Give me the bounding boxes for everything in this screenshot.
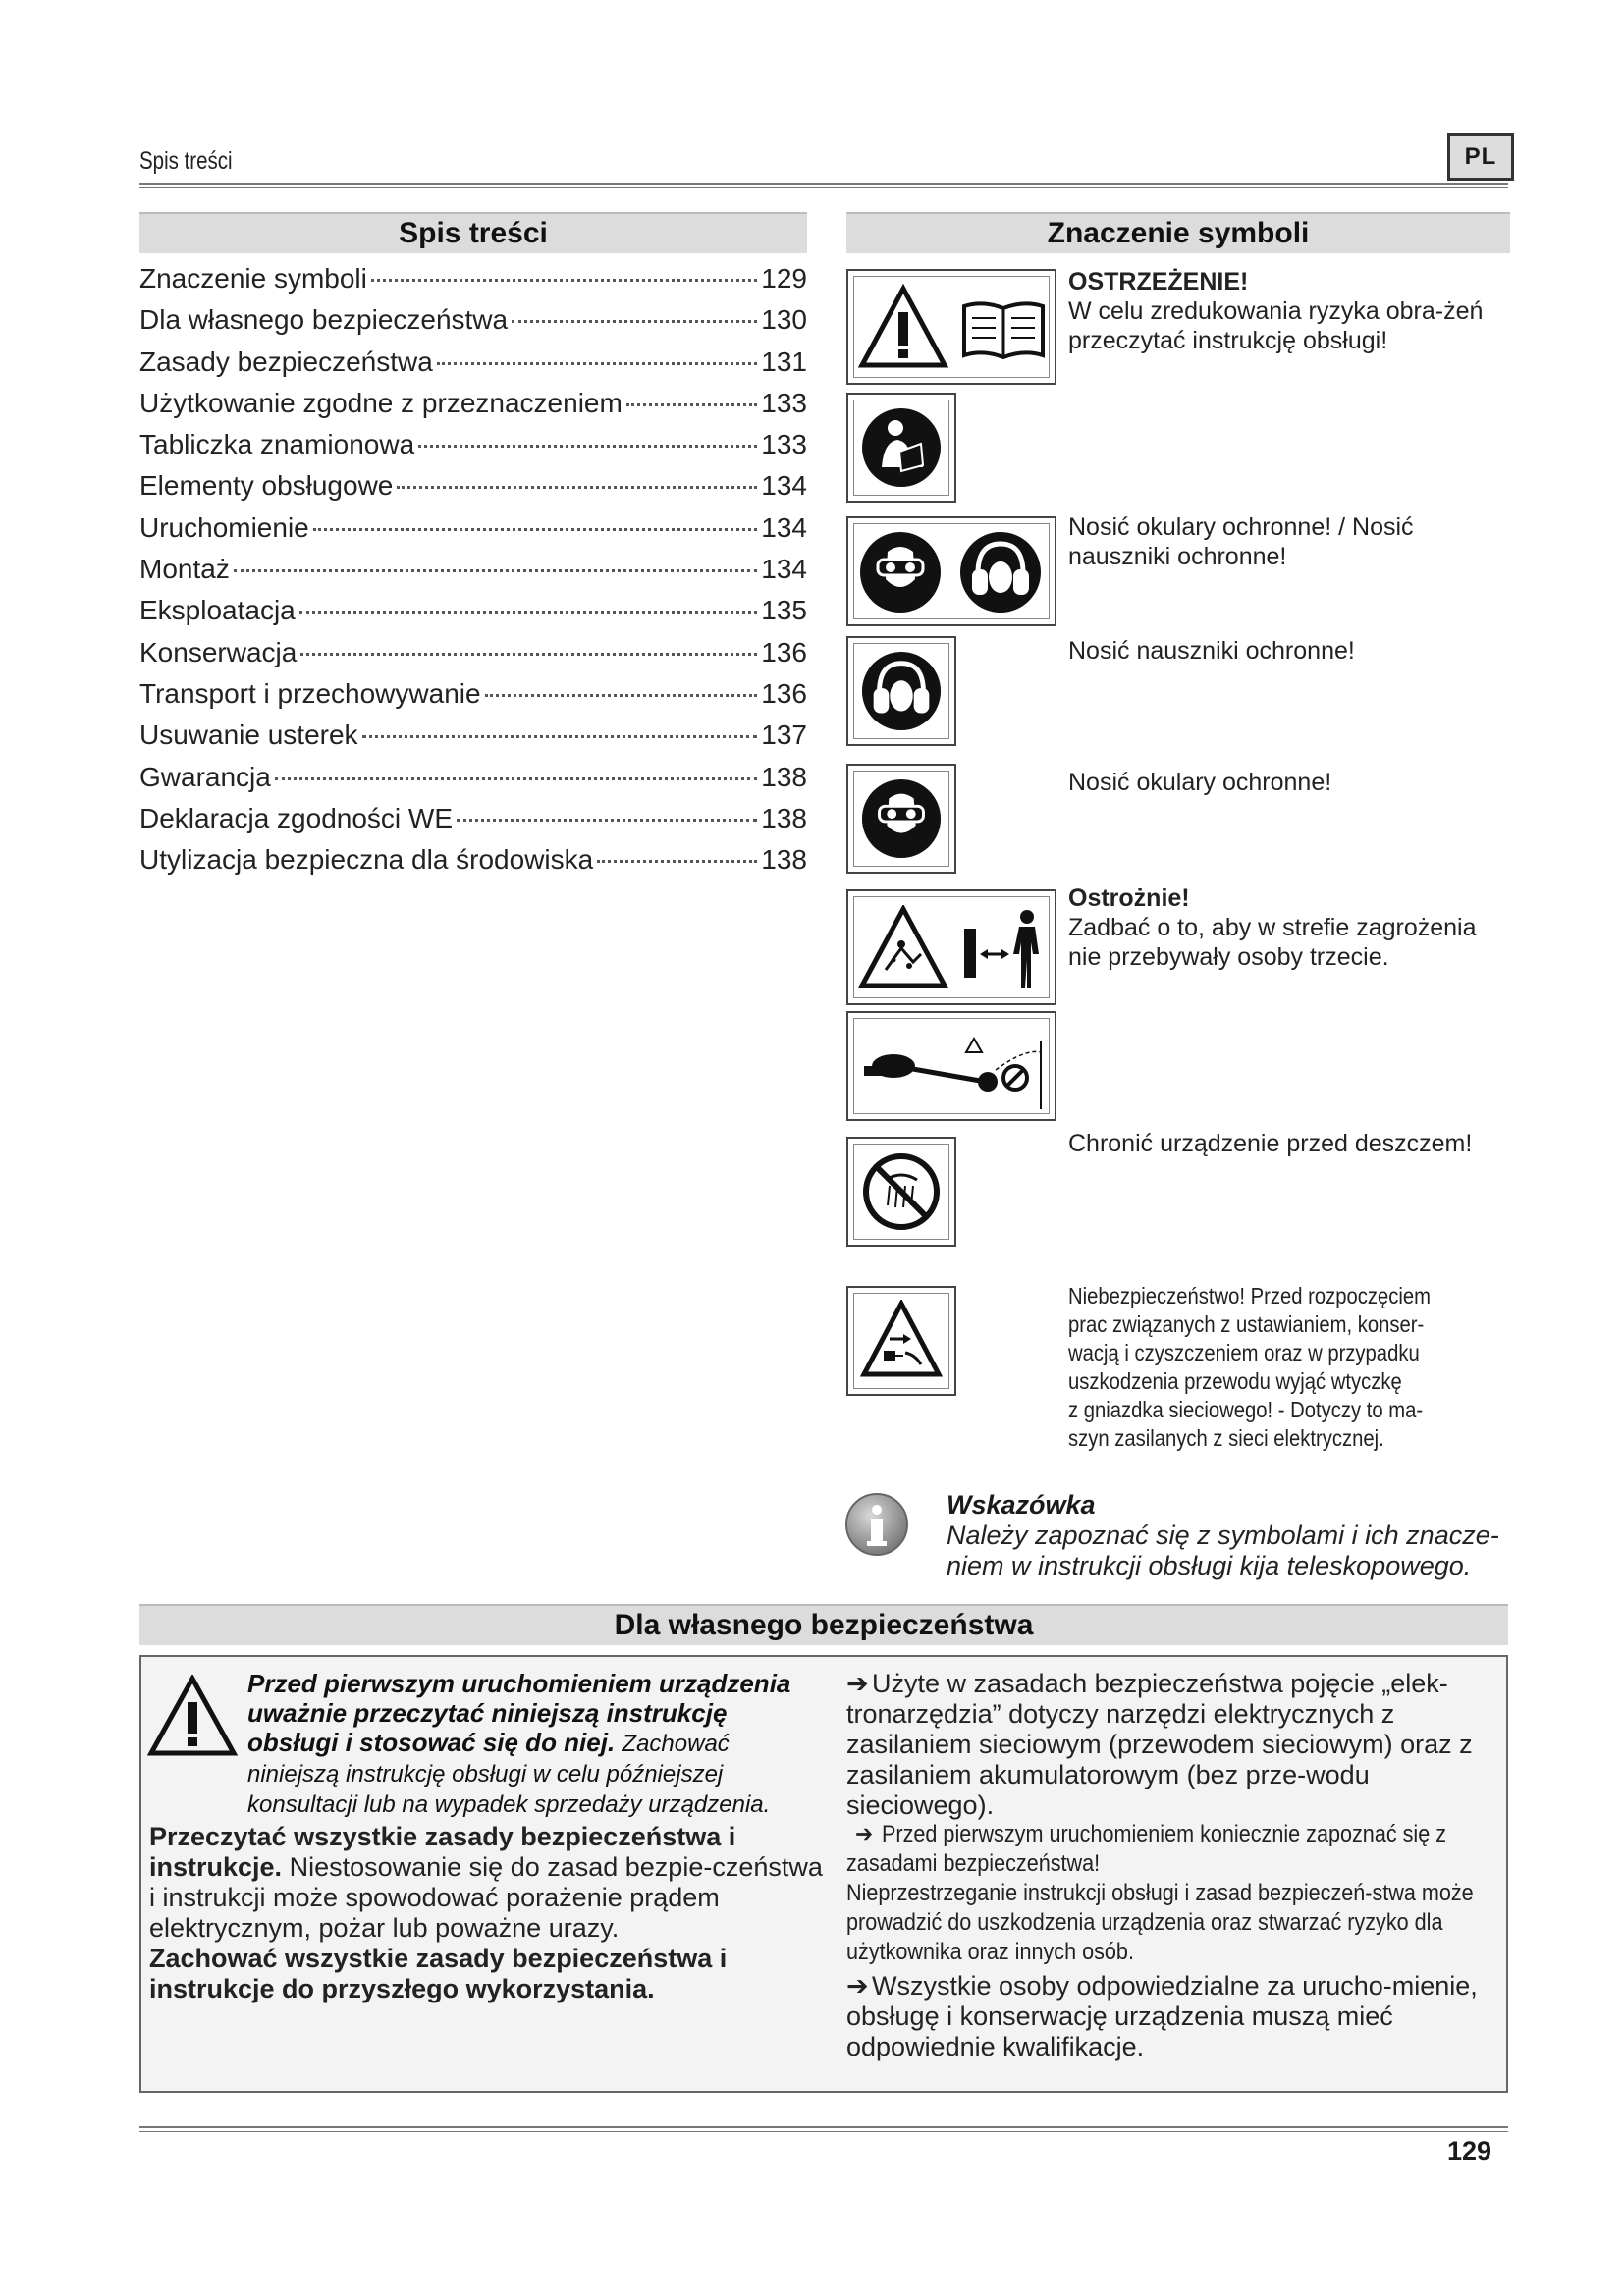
note-text: Należy zapoznać się z symbolami i ich znacze-niem w instrukcji obsługi kija teleskopowego. <box>947 1521 1499 1580</box>
toc-leader <box>437 362 757 365</box>
no-rain-icon <box>860 1150 943 1233</box>
toc-entry-page: 134 <box>761 554 807 585</box>
goggles-ear-protection-symbol <box>846 516 1056 626</box>
toc-entry-page: 138 <box>761 802 807 833</box>
rule-item <box>846 1669 1494 1821</box>
toc-entry-label: Znaczenie symboli <box>139 263 367 294</box>
toc-entry-label: Eksploatacja <box>139 595 296 626</box>
protect-from-rain-symbol <box>846 1137 956 1247</box>
toc-entry-label: Utylizacja bezpieczna dla środowiska <box>139 844 594 876</box>
language-badge: PL <box>1447 133 1514 181</box>
caution-description: Zadbać o to, aby w strefie zagrożenia nie przebywały osoby trzecie. <box>1068 914 1477 971</box>
warning-text-block <box>1068 267 1510 355</box>
rule-item <box>846 1971 1494 2062</box>
warning-description: W celu zredukowania ryzyka obra-żeń przeczytać instrukcję obsługi! <box>1068 297 1484 354</box>
trimmer-overhead-symbol <box>846 1011 1056 1121</box>
toc-leader <box>397 486 757 489</box>
toc-entry-label: Tabliczka znamionowa <box>139 429 415 460</box>
goggles-text: Nosić okulary ochronne! <box>1068 769 1332 796</box>
toc-leader <box>362 735 758 738</box>
toc-entry-label: Zasady bezpieczeństwa <box>139 346 433 377</box>
toc-entry-page: 134 <box>761 470 807 502</box>
read-manual-symbol <box>846 393 956 503</box>
warning-triangle-icon <box>147 1675 238 1757</box>
trimmer-icon <box>858 1023 1049 1113</box>
toc-entry-label: Deklaracja zgodności WE <box>139 802 454 833</box>
toc-entry[interactable] <box>139 512 807 554</box>
footer-rule <box>139 2126 1508 2128</box>
warning-triangle-icon <box>858 283 948 373</box>
toc-entry[interactable] <box>139 637 807 678</box>
toc-leader <box>371 279 757 282</box>
toc-entry-label: Transport i przechowywanie <box>139 677 481 709</box>
toc-leader <box>313 528 758 531</box>
running-header: Spis treści <box>139 147 233 175</box>
flying-debris-warning-icon <box>858 905 948 991</box>
danger-text-line: prac związanych z ustawianiem, konser- <box>1068 1311 1425 1337</box>
keep-rules-bold: Zachować wszystkie zasady bezpieczeństwa i instrukcje do przyszłego wykorzystania. <box>149 1944 728 2003</box>
warning-title: OSTRZEŻENIE! <box>1068 268 1249 295</box>
toc-leader <box>418 445 757 448</box>
toc-entry-page: 133 <box>761 387 807 418</box>
toc-heading: Spis treści <box>139 212 807 253</box>
arrow-bullet-icon: ➔ <box>846 1669 869 1698</box>
toc-entry[interactable] <box>139 595 807 636</box>
toc-entry-label: Gwarancja <box>139 761 271 792</box>
toc-entry-page: 134 <box>761 511 807 543</box>
toc-leader <box>512 320 757 323</box>
header-rule-thin <box>139 187 1508 188</box>
caution-title: Ostrożnie! <box>1068 884 1190 912</box>
toc-leader <box>300 653 757 656</box>
toc-entry[interactable] <box>139 762 807 803</box>
toc-leader <box>597 860 757 863</box>
ear-protection-symbol <box>846 636 956 746</box>
toc-leader <box>234 569 757 572</box>
toc-leader <box>299 611 758 614</box>
toc-entry-page: 138 <box>761 761 807 792</box>
danger-text-line: uszkodzenia przewodu wyjąć wtyczkę <box>1068 1368 1402 1394</box>
arrow-bullet-icon: ➔ <box>846 1971 869 2001</box>
table-of-contents <box>139 263 807 885</box>
ear-protection-icon <box>860 650 943 732</box>
note-title: Wskazówka <box>947 1490 1096 1520</box>
danger-text-line: wacją i czyszczeniem oraz w przypadku <box>1068 1340 1420 1365</box>
toc-entry[interactable] <box>139 388 807 429</box>
goggles-icon <box>858 530 943 614</box>
caution-text-block <box>1068 883 1510 972</box>
rule-text: Nieprzestrzeganie instrukcji obsługi i zasad bezpieczeń-stwa może prowadzić do uszkodzenia urządzenia oraz stwarzać ryzyko dla użytkownika oraz innych osób. <box>846 1880 1474 1965</box>
toc-leader <box>485 694 758 697</box>
toc-entry-page: 129 <box>761 263 807 294</box>
rule-text: Przed pierwszym uruchomieniem koniecznie zapoznać się z zasadami bezpieczeństwa! <box>846 1821 1447 1877</box>
info-icon <box>844 1492 909 1557</box>
toc-entry[interactable] <box>139 429 807 470</box>
toc-entry-page: 136 <box>761 677 807 709</box>
read-manual-icon <box>860 406 943 489</box>
toc-entry[interactable] <box>139 678 807 720</box>
toc-entry-page: 131 <box>761 346 807 377</box>
toc-entry[interactable] <box>139 720 807 761</box>
rule-item <box>846 1820 1474 1967</box>
unplug-danger-symbol <box>846 1286 956 1396</box>
ear-protection-icon <box>958 530 1043 614</box>
goggles-icon <box>860 777 943 860</box>
danger-text-line: szyn zasilanych z sieci elektrycznej. <box>1068 1425 1384 1451</box>
footer-rule-thin <box>139 2131 1508 2132</box>
goggles-symbol <box>846 764 956 874</box>
rule-text: Użyte w zasadach bezpieczeństwa pojęcie „elek-tronarzędzia” dotyczy narzędzi elektrycznych z zasilaniem sieciowym (przewodem sieciowym) oraz z zasilaniem akumulatorowym (bez prze-wodu sieciowego). <box>846 1669 1473 1820</box>
caution-distance-symbol <box>846 889 1056 1005</box>
manual-book-icon <box>958 296 1049 365</box>
rule-text: Wszystkie osoby odpowiedzialne za urucho-mienie, obsługę i konserwację urządzenia muszą mieć odpowiednie kwalifikacje. <box>846 1971 1478 2061</box>
symbols-heading: Znaczenie symboli <box>846 212 1510 253</box>
toc-entry[interactable] <box>139 470 807 511</box>
read-rules-normal: Niestosowanie się do zasad bezpie-czeństwa i instrukcji może spowodować porażenie prądem elektrycznym, pożar lub poważne urazy. <box>149 1852 823 1943</box>
toc-entry-label: Konserwacja <box>139 636 298 667</box>
danger-text-line: z gniazdka sieciowego! - Dotyczy to ma- <box>1068 1397 1424 1422</box>
rain-text: Chronić urządzenie przed deszczem! <box>1068 1130 1473 1157</box>
toc-entry-label: Elementy obsługowe <box>139 470 394 502</box>
goggles-ear-text: Nosić okulary ochronne! / Nosić nauszniki ochronne! <box>1068 513 1414 570</box>
toc-entry-page: 138 <box>761 844 807 876</box>
toc-entry[interactable] <box>139 554 807 595</box>
keep-distance-icon <box>958 903 1049 993</box>
toc-entry-label: Montaż <box>139 554 230 585</box>
arrow-bullet-icon: ➔ <box>854 1821 874 1847</box>
header-rule <box>139 183 1508 185</box>
toc-entry[interactable] <box>139 844 807 885</box>
ear-text: Nosić nauszniki ochronne! <box>1068 637 1355 665</box>
toc-entry-label: Uruchomienie <box>139 511 309 543</box>
toc-leader <box>626 403 757 406</box>
read-rules-bold: Przeczytać wszystkie zasady bezpieczeństwa i instrukcje. <box>149 1822 736 1882</box>
toc-entry-page: 136 <box>761 636 807 667</box>
read-rules-paragraph <box>149 1822 827 2004</box>
toc-entry[interactable] <box>139 803 807 844</box>
toc-entry[interactable] <box>139 304 807 346</box>
page-number: 129 <box>1447 2136 1492 2165</box>
toc-leader <box>457 819 757 822</box>
unplug-warning-icon <box>860 1300 943 1382</box>
danger-text-block <box>1068 1282 1518 1453</box>
toc-entry[interactable] <box>139 347 807 388</box>
toc-entry-page: 137 <box>761 720 807 751</box>
toc-entry-page: 135 <box>761 595 807 626</box>
toc-entry[interactable] <box>139 263 807 304</box>
safety-warning-text <box>247 1669 817 1819</box>
safety-warning-bold: Przed pierwszym uruchomieniem urządzenia uważnie przeczytać niniejszą instrukcję obsługi i stosować się do niej. <box>247 1669 791 1757</box>
toc-entry-page: 133 <box>761 429 807 460</box>
toc-entry-label: Usuwanie usterek <box>139 720 358 751</box>
toc-entry-label: Użytkowanie zgodne z przeznaczeniem <box>139 387 623 418</box>
safety-heading: Dla własnego bezpieczeństwa <box>139 1604 1508 1645</box>
toc-entry-label: Dla własnego bezpieczeństwa <box>139 304 509 336</box>
safety-warning-normal: Zachować niniejszą instrukcję obsługi w celu późniejszej konsultacji lub na wypadek sprzedaży urządzenia. <box>247 1731 771 1818</box>
toc-entry-page: 130 <box>761 304 807 336</box>
danger-text-line: Niebezpieczeństwo! Przed rozpoczęciem <box>1068 1283 1431 1308</box>
toc-leader <box>275 777 757 780</box>
warning-manual-symbol <box>846 269 1056 385</box>
